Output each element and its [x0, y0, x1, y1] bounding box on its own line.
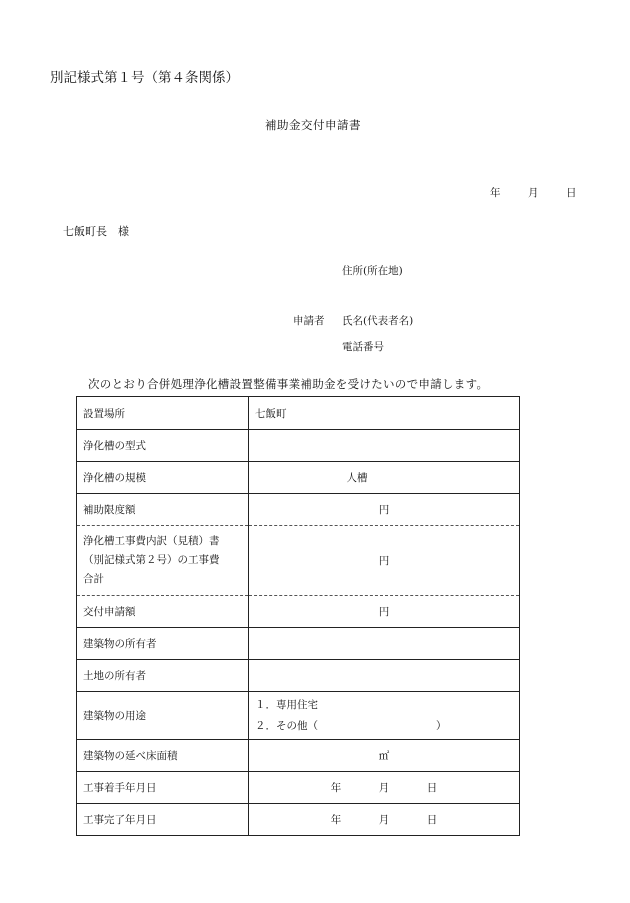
construction-cost-label-line: 浄化槽工事費内訳（見積）書	[83, 535, 220, 547]
address-label: 住所(所在地)	[342, 265, 403, 277]
table-row	[77, 397, 520, 430]
form-reference: 別記様式第１号（第４条関係）	[50, 70, 239, 86]
subsidy-limit-label: 補助限度額	[77, 494, 249, 526]
construction-start-label: 工事着手年月日	[77, 772, 249, 804]
table-row	[77, 494, 520, 526]
tank-scale-value[interactable]: 人槽	[249, 462, 520, 494]
intro-text: 次のとおり合併処理浄化槽設置整備事業補助金を受けたいので申請します。	[88, 377, 489, 391]
recipient: 七飯町長 様	[63, 225, 129, 238]
date-year-label: 年	[490, 187, 501, 199]
applicant-label: 申請者	[293, 315, 325, 327]
table-row	[77, 660, 520, 692]
application-date	[490, 185, 577, 200]
table-row	[77, 772, 520, 804]
floor-area-value[interactable]: ㎡	[249, 740, 520, 772]
construction-cost-label-line: （別記様式第２号）の工事費	[83, 554, 220, 566]
name-label: 氏名(代表者名)	[342, 315, 414, 327]
subsidy-limit-value[interactable]: 円	[249, 494, 520, 526]
table-row	[77, 430, 520, 462]
table-row	[77, 628, 520, 660]
tank-model-label: 浄化槽の型式	[77, 430, 249, 462]
end-month-label: 月	[378, 814, 390, 826]
end-year-label: 年	[330, 814, 342, 826]
start-year-label: 年	[330, 782, 342, 794]
building-use-label: 建築物の用途	[77, 692, 249, 740]
construction-cost-label-line: 合計	[83, 573, 104, 585]
requested-amount-value[interactable]: 円	[249, 596, 520, 628]
building-owner-value[interactable]	[249, 628, 520, 660]
table-row	[77, 526, 520, 596]
use-option-other[interactable]	[255, 716, 513, 737]
use-option-other-close: ）	[436, 719, 447, 732]
use-option-residential[interactable]: １．専用住宅	[255, 698, 318, 711]
construction-end-date	[255, 812, 513, 827]
start-month-label: 月	[378, 782, 390, 794]
table-row	[77, 740, 520, 772]
table-row	[77, 596, 520, 628]
phone-label: 電話番号	[342, 341, 384, 353]
land-owner-value[interactable]	[249, 660, 520, 692]
installation-location-value[interactable]: 七飯町	[249, 397, 520, 430]
document-title: 補助金交付申請書	[265, 118, 361, 132]
installation-location-label: 設置場所	[77, 397, 249, 430]
date-day-label: 日	[566, 187, 577, 199]
construction-start-date	[255, 780, 513, 795]
building-use-options[interactable]	[249, 692, 520, 740]
tank-model-value[interactable]	[249, 430, 520, 462]
table-row	[77, 462, 520, 494]
table-row	[77, 804, 520, 836]
building-owner-label: 建築物の所有者	[77, 628, 249, 660]
construction-end-value[interactable]	[249, 804, 520, 836]
construction-start-value[interactable]	[249, 772, 520, 804]
date-month-label: 月	[528, 187, 539, 199]
land-owner-label: 土地の所有者	[77, 660, 249, 692]
start-day-label: 日	[426, 782, 438, 794]
table-row	[77, 692, 520, 740]
construction-cost-value[interactable]: 円	[249, 526, 520, 596]
construction-cost-label	[77, 526, 249, 596]
end-day-label: 日	[426, 814, 438, 826]
construction-end-label: 工事完了年月日	[77, 804, 249, 836]
floor-area-label: 建築物の延べ床面積	[77, 740, 249, 772]
use-option-other-label: ２．その他（	[255, 719, 318, 732]
requested-amount-label: 交付申請額	[77, 596, 249, 628]
tank-scale-label: 浄化槽の規模	[77, 462, 249, 494]
application-table	[76, 396, 520, 836]
